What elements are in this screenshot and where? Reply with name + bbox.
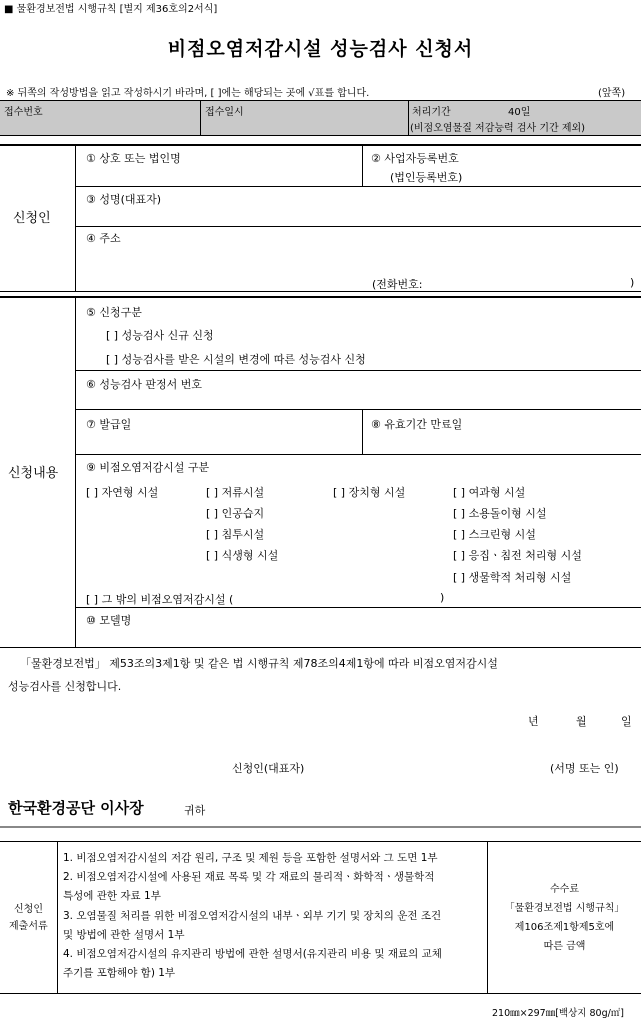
infiltration-checkbox[interactable]: [ ] 침투시설 bbox=[206, 528, 265, 541]
document-item-4-cont: 주기를 포함해야 함) 1부 bbox=[63, 967, 176, 979]
address-field[interactable]: ④ 주소 bbox=[86, 232, 121, 245]
applicant-section-label: 신청인 bbox=[13, 211, 51, 226]
documents-label-1: 신청인 bbox=[14, 904, 43, 915]
facility-type-label: ⑨ 비점오염저감시설 구분 bbox=[86, 461, 210, 474]
paper-spec: 210㎜×297㎜[백상지 80g/㎡] bbox=[492, 1008, 625, 1019]
document-item-1: 1. 비점오염저감시설의 저감 원리, 구조 및 제원 등을 포함한 설명서와 그 도면 1부 bbox=[63, 852, 438, 864]
vortex-type-checkbox[interactable]: [ ] 소용돌이형 시설 bbox=[453, 507, 547, 520]
receipt-number-label: 접수번호 bbox=[4, 107, 43, 118]
fee-amount: 따른 금액 bbox=[543, 941, 586, 952]
report-number-field[interactable]: ⑥ 성능검사 판정서 번호 bbox=[86, 378, 202, 391]
receipt-date-label: 접수일시 bbox=[205, 107, 244, 118]
signer-label: 신청인(대표자) bbox=[232, 762, 305, 775]
fee-label: 수수료 bbox=[550, 884, 579, 895]
processing-period-note: (비점오염물질 저감능력 검사 기간 제외) bbox=[410, 123, 586, 134]
screen-type-checkbox[interactable]: [ ] 스크린형 시설 bbox=[453, 528, 536, 541]
storage-checkbox[interactable]: [ ] 저류시설 bbox=[206, 486, 265, 499]
document-item-3-cont: 및 방법에 관한 설명서 1부 bbox=[63, 929, 185, 941]
business-reg-number-field[interactable]: ② 사업자등록번호 bbox=[371, 152, 459, 165]
representative-name-field[interactable]: ③ 성명(대표자) bbox=[86, 193, 162, 206]
issue-date-field[interactable]: ⑦ 발급일 bbox=[86, 418, 132, 431]
processing-period-value: 40일 bbox=[508, 107, 531, 118]
fee-law: 「물환경보전법 시행규칙」 bbox=[504, 903, 625, 914]
document-item-2-cont: 특성에 관한 자료 1부 bbox=[63, 890, 161, 902]
expiry-date-field[interactable]: ⑧ 유효기간 만료일 bbox=[371, 418, 463, 431]
content-section-label: 신청내용 bbox=[8, 466, 59, 481]
type-new-checkbox[interactable]: [ ] 성능검사 신규 신청 bbox=[106, 329, 214, 342]
declaration-line-1: 「물환경보전법」 제53조의3제1항 및 같은 법 시행규칙 제78조의4제1항에 따라 비점오염저감시설 bbox=[20, 657, 498, 670]
vegetation-checkbox[interactable]: [ ] 식생형 시설 bbox=[206, 549, 279, 562]
document-item-3: 3. 오염물질 처리를 위한 비점오염저감시설의 내부ㆍ외부 기기 및 장치의 운전 조건 bbox=[63, 910, 442, 922]
date-year-label: 년 bbox=[528, 715, 539, 728]
biological-type-checkbox[interactable]: [ ] 생물학적 처리형 시설 bbox=[453, 571, 572, 584]
documents-label-2: 제출서류 bbox=[9, 921, 48, 932]
artificial-wetland-checkbox[interactable]: [ ] 인공습지 bbox=[206, 507, 265, 520]
recipient-org: 한국환경공단 이사장 bbox=[8, 799, 144, 817]
signature-field[interactable]: (서명 또는 인) bbox=[550, 762, 619, 775]
model-name-field[interactable]: ⑩ 모델명 bbox=[86, 614, 132, 627]
page-title: 비점오염저감시설 성능검사 신청서 bbox=[167, 38, 474, 60]
form-label: ■ 물환경보전법 시행규칙 [별지 제36호의2서식] bbox=[4, 4, 218, 15]
instruction-text: ※ 뒤쪽의 작성방법을 읽고 작성하시기 바라며, [ ]에는 해당되는 곳에 √표를 합니다. bbox=[6, 88, 370, 99]
document-item-2: 2. 비점오염저감시설에 사용된 재료 목록 및 각 재료의 물리적ㆍ화학적ㆍ생물학적 bbox=[63, 871, 435, 883]
type-change-checkbox[interactable]: [ ] 성능검사를 받은 시설의 변경에 따른 성능검사 신청 bbox=[106, 353, 366, 366]
recipient-honorific: 귀하 bbox=[184, 804, 206, 817]
company-name-field[interactable]: ① 상호 또는 법인명 bbox=[86, 152, 181, 165]
declaration-line-2: 성능검사를 신청합니다. bbox=[8, 680, 122, 693]
phone-close: ) bbox=[630, 276, 635, 289]
natural-type-checkbox[interactable]: [ ] 자연형 시설 bbox=[86, 486, 159, 499]
page-side: (앞쪽) bbox=[598, 88, 626, 99]
fee-article: 제106조제1항제5호에 bbox=[514, 922, 615, 933]
date-month-label: 월 bbox=[576, 715, 587, 728]
coagulation-type-checkbox[interactable]: [ ] 응집ㆍ침전 처리형 시설 bbox=[453, 549, 582, 562]
filter-type-checkbox[interactable]: [ ] 여과형 시설 bbox=[453, 486, 526, 499]
device-type-checkbox[interactable]: [ ] 장치형 시설 bbox=[333, 486, 406, 499]
other-facility-close: ) bbox=[440, 591, 445, 604]
other-facility-checkbox[interactable]: [ ] 그 밖의 비점오염저감시설 ( bbox=[86, 593, 234, 606]
phone-label: (전화번호: bbox=[372, 278, 423, 291]
date-day-label: 일 bbox=[621, 715, 632, 728]
application-type-label: ⑤ 신청구분 bbox=[86, 306, 142, 319]
document-item-4: 4. 비점오염저감시설의 유지관리 방법에 관한 설명서(유지관리 비용 및 재료의 교체 bbox=[63, 948, 442, 960]
corp-reg-number-label: (법인등록번호) bbox=[390, 171, 463, 184]
processing-period-label: 처리기간 bbox=[412, 107, 451, 118]
